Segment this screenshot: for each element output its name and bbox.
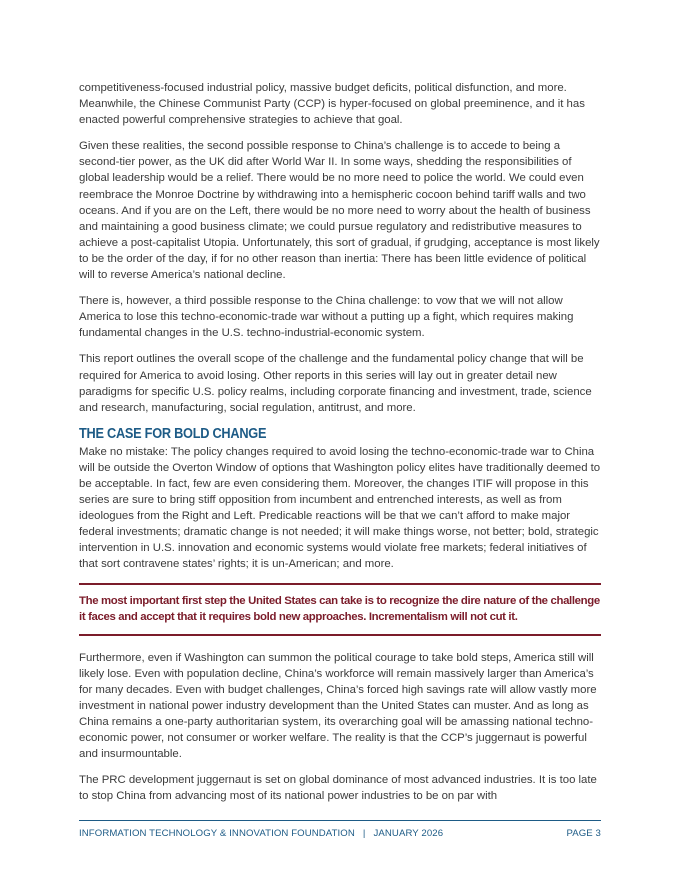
section-paragraph: Make no mistake: The policy changes required to avoid losing the techno-economic-trade war to China will be outside the Overton Window of options that Washington policy elites have traditionally deemed to be acceptable. In fact, few are even considering them. Moreover, the changes ITIF will propose in this series are sure to bring stiff opposition from incumbent and entrenched interests, as well as from ideologues from the Right and Left. Predicable reactions will be that we can’t afford to make major federal investments; dramatic change is not needed; it will make things worse, not better; bold, strategic intervention in U.S. innovation and economic systems would violate free markets; federal initiatives of that sort contravene states’ rights; it is un-American; and more.	[79, 445, 601, 571]
page-footer	[79, 820, 601, 839]
footer-left	[79, 828, 443, 839]
body-paragraph: competitiveness-focused industrial policy, massive budget deficits, political disfunction, and more. Meanwhile, the Chinese Communist Party (CCP) is hyper-focused on global preeminence, and it has enacted powerful comprehensive strategies to achieve that goal.	[79, 82, 585, 127]
body-paragraph: There is, however, a third possible response to the China challenge: to vow that we will not allow America to lose this techno-economic-trade war without a putting up a fight, which requires making fundamental changes in the U.S. techno-industrial-economic system.	[79, 295, 574, 340]
body-paragraph: Furthermore, even if Washington can summon the political courage to take bold steps, America still will likely lose. Even with population decline, China’s workforce will remain massively larger than America’s for many decades. Even with budget challenges, China’s forced high savings rate will allow vastly more investment in national power industry development than the United States can muster. And as long as China remains a one-party authoritarian system, its overarching goal will be amassing national techno-economic power, not consumer or worker welfare. The reality is that the CCP’s juggernaut is powerful and insurmountable.	[79, 651, 597, 761]
footer-date: JANUARY 2026	[373, 828, 444, 839]
body-paragraph: Given these realities, the second possible response to China’s challenge is to accede to being a second-tier power, as the UK did after World War II. In some ways, shedding the responsibilities of global leadership would be a relief. There would be no more need to police the world. We could even reembrace the Monroe Doctrine by withdrawing into a hemispheric cocoon behind tariff walls and two oceans. And if you are on the Left, there would be no more need to worry about the health of business and maintaining a good business climate; we could pursue regulatory and redistributive measures to achieve a post-capitalist Utopia. Unfortunately, this sort of gradual, if grudging, acceptance is most likely to be the order of the day, if for no other reason than inertia: There has been little evidence of political will to reverse America’s national decline.	[79, 140, 600, 282]
callout-box	[79, 583, 601, 636]
section-heading: THE CASE FOR BOLD CHANGE	[79, 425, 267, 442]
footer-organization: INFORMATION TECHNOLOGY & INNOVATION FOUNDATION	[79, 828, 355, 839]
body-paragraph: This report outlines the overall scope of the challenge and the fundamental policy change that will be required for America to avoid losing. Other reports in this series will lay out in greater detail new paradigms for specific U.S. policy realms, including corporate financing and investment, trade, science and research, manufacturing, social regulation, antitrust, and more.	[79, 353, 592, 414]
footer-page-number: PAGE 3	[566, 828, 601, 839]
footer-separator: |	[362, 828, 366, 839]
callout-text: The most important first step the United States can take is to recognize the dire nature of the challenge it faces and accept that it requires bold new approaches. Incrementalism will not cut it.	[79, 594, 600, 623]
document-page	[79, 80, 601, 814]
body-paragraph: The PRC development juggernaut is set on global dominance of most advanced industries. It is too late to stop China from advancing most of its national power industries to be on par with	[79, 774, 597, 803]
